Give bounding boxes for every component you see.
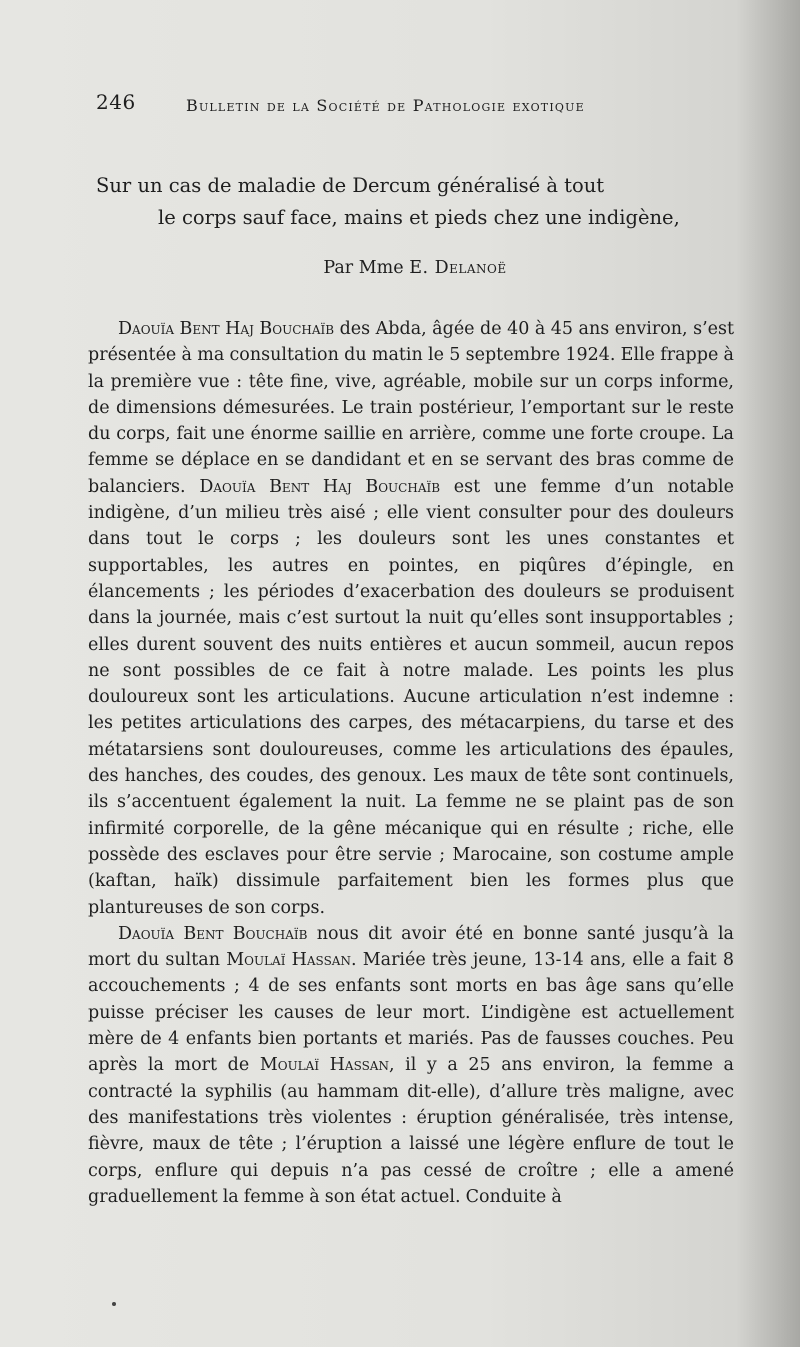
paragraph-text: nous dit avoir été en bonne santé jusqu’à la mort du sultan <box>88 923 734 971</box>
author-name: E. Delanoë <box>409 258 507 278</box>
ink-speck <box>112 1302 116 1306</box>
article-body <box>88 316 734 1210</box>
paragraph-2 <box>88 921 734 1210</box>
byline-prefix: Par Mme <box>323 258 404 278</box>
page-number: 246 <box>96 90 136 114</box>
title-line-1: Sur un cas de maladie de Dercum généralisé à tout <box>96 174 605 197</box>
paragraph-text: est une femme d’un notable indigène, d’un milieu très aisé ; elle vient consulter pour des douleurs dans tout le corps ; les douleurs sont les unes constantes et supportables, les autres en pointes, en piqûres d’épingle, en élancements ; les périodes d’exacerbation des douleurs se produisent dans la journée, mais c’est surtout la nuit qu’elles sont insupportables ; elles durent souvent des nuits entières et aucun sommeil, aucun repos ne sont possibles de ce fait à notre malade. Les points les plus douloureux sont les articulations. Aucune articulation n’est indemne : les petites articulations des carpes, des métacarpiens, du tarse et des métatarsiens sont douloureuses, comme les articulations des épaules, des hanches, des coudes, des genoux. Les maux de tête sont continuels, ils s’accentuent également la nuit. La femme ne se plaint pas de son infirmité corporelle, de la gêne mécanique qui en résulte ; riche, elle possède des esclaves pour être servie ; Marocaine, son costume ample (kaftan, haïk) dissimule parfaitement bien les formes plus que plantureuses de son corps. <box>88 476 734 918</box>
patient-name: Daouïa Bent Haj Bouchaïb <box>199 476 441 497</box>
paragraph-text: . Mariée très jeune, 13-14 ans, elle a fait 8 accouchements ; 4 de ses enfants sont morts en bas âge sans qu’elle puisse préciser les causes de leur mort. L’indigène est actuellement mère de 4 enfants bien portants et mariés. Pas de fausses couches. Peu après la mort de <box>88 950 734 1076</box>
running-head: Bulletin de la Société de Pathologie exotique <box>186 96 585 115</box>
sultan-name: Moulaï Hassan <box>226 950 351 971</box>
paragraph-text: , il y a 25 ans environ, la femme a contracté la syphilis (au hammam dit-elle), d’allure très maligne, avec des manifestations très violentes : éruption généralisée, très intense, fièvre, maux de tête ; l’éruption a laissé une légère enflure de tout le corps, enflure qui depuis n’a pas cessé de croître ; elle a amené graduellement la femme à son état actuel. Conduite à <box>88 1055 734 1207</box>
paragraph-1 <box>88 316 734 921</box>
patient-name: Daouïa Bent Haj Bouchaïb <box>118 319 335 339</box>
article-title <box>96 170 756 234</box>
paragraph-text: des Abda, âgée de 40 à 45 ans environ, s’est présentée à ma consultation du matin le 5 septembre 1924. Elle frappe à la première vue : tête fine, vive, agréable, mobile sur un corps informe, de dimensions démesurées. Le train postérieur, l’emportant sur le reste du corps, fait une énorme saillie en arrière, comme une forte croupe. La femme se déplace en se dandidant et en se servant des bras comme de balanciers. <box>88 319 734 497</box>
byline <box>0 258 800 278</box>
title-line-2: le corps sauf face, mains et pieds chez une indigène, <box>158 206 680 229</box>
sultan-name: Moulaï Hassan <box>259 1055 389 1076</box>
patient-name: Daouïa Bent Bouchaïb <box>118 923 308 944</box>
